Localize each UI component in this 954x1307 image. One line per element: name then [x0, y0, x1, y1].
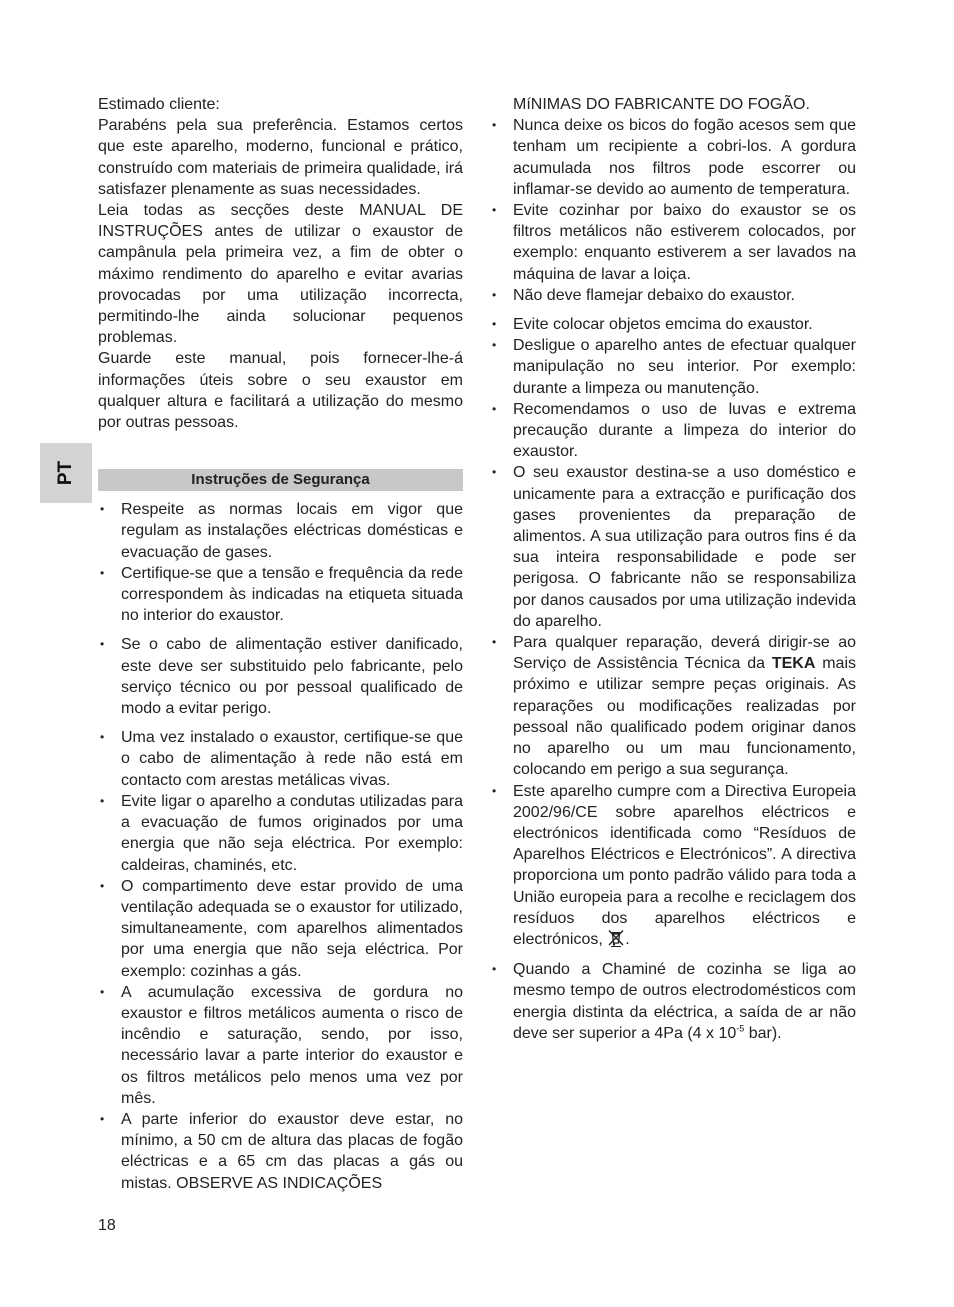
pressure-end: bar). [744, 1024, 782, 1042]
list-item: • O compartimento deve estar provido de uma ventilação adequada se o exaustor for utilizado, simultaneamente, com aparelhos alimentados por uma energia que não seja eléctrica. Por exemplo: cozinhas a gás. [98, 876, 463, 982]
right-column [490, 94, 856, 1044]
brand-name: TEKA [771, 655, 816, 673]
intro-paragraph: Guarde este manual, pois fornecer-lhe-á informações úteis sobre o seu exaustor em qualquer altura e facilitará a utilização do mesmo por outras pessoas. [98, 350, 463, 432]
language-tab [40, 443, 92, 503]
list-item: • A parte inferior do exaustor deve estar, no mínimo, a 50 cm de altura das placas de fogão eléctricas e a 65 cm das placas a gás ou mistas. OBSERVE AS INDICAÇÕES [98, 1109, 463, 1194]
list-item-weee [490, 781, 856, 951]
crossed-out-wheelie-bin-icon [607, 929, 625, 947]
list-item: • Uma vez instalado o exaustor, certifique-se que o cabo de alimentação à rede não está em contacto com arestas metálicas vivas. [98, 727, 463, 791]
language-tab-label: PT [55, 460, 76, 486]
intro-paragraph: Leia todas as secções deste MANUAL DE INSTRUÇÕES antes de utilizar o exaustor de campânula pela primeira vez, a fim de obter o máximo rendimento do aparelho e evitar avarias provocadas por uma utilização incorrecta, permitindo-lhe ainda solucionar pequenos problemas. [98, 202, 463, 347]
list-item-repair [490, 632, 856, 780]
weee-end: . [625, 930, 630, 948]
list-item: • Se o cabo de alimentação estiver danificado, este deve ser substituido pelo fabricante, pelo serviço técnico ou por pessoal qualificado de modo a evitar perigo. [98, 634, 463, 719]
list-continuation: MíNIMAS DO FABRICANTE DO FOGÃO. [513, 96, 810, 113]
list-item: • A acumulação excessiva de gordura no exaustor e filtros metálicos aumenta o risco de incêndio e saturação, sendo, por isso, necessário lavar a parte interior do exaustor e os filtros metálicos pelo menos uma vez por mês. [98, 982, 463, 1109]
exponent: -5 [736, 1023, 745, 1034]
repair-text-before: Para qualquer reparação, deverá dirigir-se ao Serviço de Assistência Técnica da [513, 634, 856, 673]
list-item: • Certifique-se que a tensão e frequência da rede correspondem às indicadas na etiqueta situada no interior do exaustor. [98, 563, 463, 627]
list-item: • Recomendamos o uso de luvas e extrema precaução durante a limpeza do interior do exaustor. [490, 399, 856, 463]
list-item: • Nunca deixe os bicos do fogão acesos sem que tenham um recipiente a cobri-los. A gordura acumulada nos filtros pode escorrer ou inflamar-se devido ao aumento de temperatura. [490, 115, 856, 200]
left-column [98, 94, 463, 1194]
list-item: • Evite ligar o aparelho a condutas utilizadas para a evacuação de fumos originados por uma energia que não seja eléctrica. Por exemplo: caldeiras, chaminés, etc. [98, 791, 463, 876]
pressure-text: Quando a Chaminé de cozinha se liga ao mesmo tempo de outros electrodomésticos com energia distinta da eléctrica, a saída de ar não deve ser superior a 4Pa (4 x 10 [513, 961, 856, 1042]
list-item: • Desligue o aparelho antes de efectuar qualquer manipulação no seu interior. Por exemplo: durante a limpeza ou manutenção. [490, 335, 856, 399]
safety-list [98, 499, 463, 1194]
list-item: • Não deve flamejar debaixo do exaustor. [490, 285, 856, 306]
repair-text-after: mais próximo e utilizar sempre peças originais. As reparações ou modificações realizadas por pessoal não qualificado podem originar danos no aparelho ou um mau funcionamento, colocando em perigo a sua segurança. [513, 655, 856, 779]
list-item: • Respeite as normas locais em vigor que regulam as instalações eléctricas domésticas e evacuação de gases. [98, 499, 463, 563]
greeting: Estimado cliente: [98, 96, 220, 113]
intro-paragraph: Parabéns pela sua preferência. Estamos certos que este aparelho, moderno, funcional e prático, construído com materiais de primeira qualidade, irá satisfazer plenamente as suas necessidades. [98, 117, 463, 198]
list-item: • Evite colocar objetos emcima do exaustor. [490, 314, 856, 335]
list-item: • O seu exaustor destina-se a uso doméstico e unicamente para a extracção e purificação dos gases provenientes da preparação de alimentos. A sua utilização para outros fins é da sua inteira responsabilidade e pode ser perigosa. O fabricante não se responsabiliza por danos causados por uma utilização indevida do aparelho. [490, 462, 856, 632]
weee-text: Este aparelho cumpre com a Directiva Europeia 2002/96/CE sobre aparelhos eléctricos e electrónicos identificada como “Resíduos de Aparelhos Eléctricos e Electrónicos”. A directiva proporciona um ponto padrão válido para toda a União europeia para a recolhe e reciclagem dos resíduos dos aparelhos eléctricos e electrónicos, [513, 782, 856, 948]
safety-list-continued [490, 115, 856, 1044]
section-title-safety: Instruções de Segurança [98, 469, 463, 491]
page-number: 18 [98, 1217, 116, 1234]
list-item-pressure [490, 959, 856, 1044]
list-item: • Evite cozinhar por baixo do exaustor se os filtros metálicos não estiverem colocados, por exemplo: enquanto estiverem a ser lavados na máquina de lavar a loiça. [490, 200, 856, 285]
